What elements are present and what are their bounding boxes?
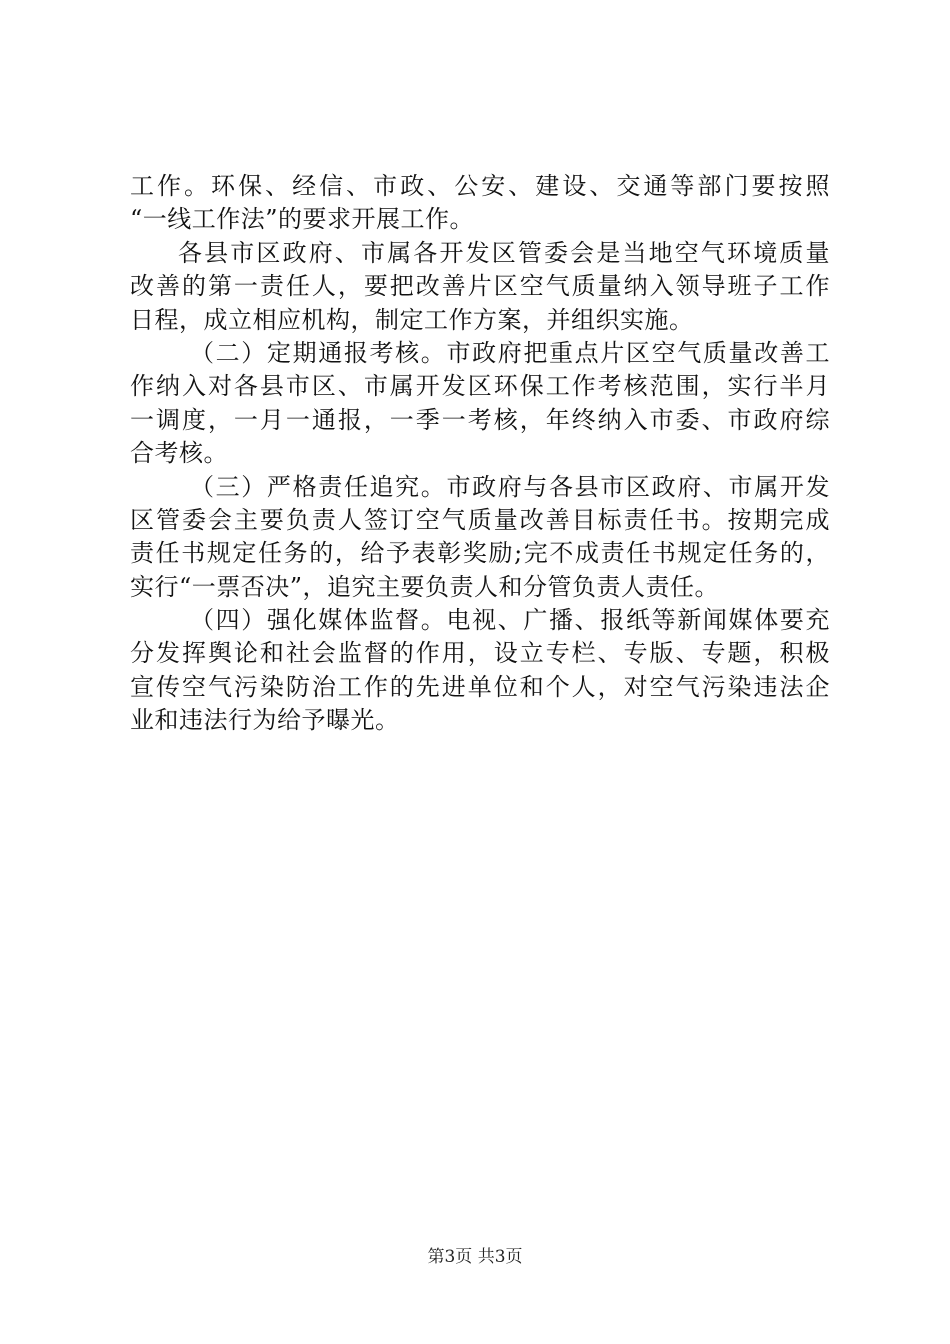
text-line: 责任书规定任务的，给予表彰奖励;完不成责任书规定任务的， bbox=[130, 539, 830, 568]
text-line: 合考核。 bbox=[130, 439, 228, 468]
text-line: 改善的第一责任人，要把改善片区空气质量纳入领导班子工作 bbox=[130, 272, 830, 301]
text-line: （四）强化媒体监督。电视、广播、报纸等新闻媒体要充 bbox=[190, 606, 830, 635]
text-line: 日程，成立相应机构，制定工作方案，并组织实施。 bbox=[130, 305, 694, 334]
text-line: 作纳入对各县市区、市属开发区环保工作考核范围，实行半月 bbox=[130, 372, 830, 401]
text-line: 实行“一票否决”，追究主要负责人和分管负责人责任。 bbox=[130, 572, 720, 601]
text-line: 宣传空气污染防治工作的先进单位和个人，对空气污染违法企 bbox=[130, 672, 830, 701]
text-line: （二）定期通报考核。市政府把重点片区空气质量改善工 bbox=[190, 338, 830, 367]
document-body bbox=[130, 170, 830, 738]
text-line: 一调度，一月一通报，一季一考核，年终纳入市委、市政府综 bbox=[130, 405, 830, 434]
text-line: 各县市区政府、市属各开发区管委会是当地空气环境质量 bbox=[178, 238, 830, 267]
text-line: 区管委会主要负责人签订空气质量改善目标责任书。按期完成 bbox=[130, 505, 830, 534]
text-line: （三）严格责任追究。市政府与各县市区政府、市属开发 bbox=[190, 472, 830, 501]
text-line: “一线工作法”的要求开展工作。 bbox=[130, 205, 475, 234]
text-line: 工作。环保、经信、市政、公安、建设、交通等部门要按照 bbox=[130, 172, 830, 200]
page-number: 第3页 共3页 bbox=[427, 1247, 523, 1267]
text-line: 业和违法行为给予曝光。 bbox=[130, 706, 400, 735]
text-line: 分发挥舆论和社会监督的作用，设立专栏、专版、专题，积极 bbox=[130, 639, 830, 668]
